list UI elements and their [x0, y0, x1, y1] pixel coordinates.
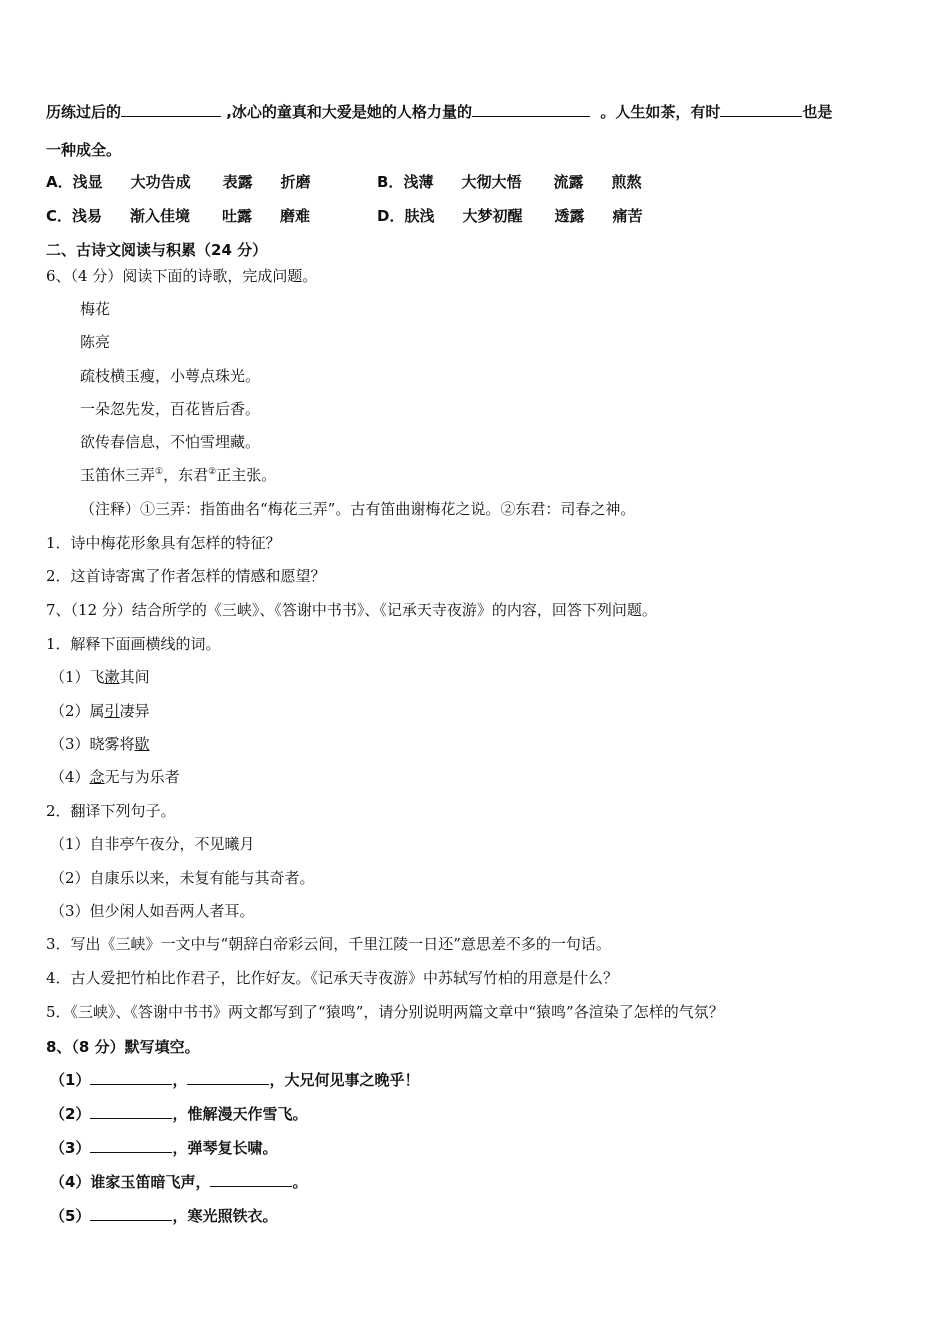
answer-blank[interactable]	[472, 102, 590, 117]
q6-stem: 6、（4 分）阅读下面的诗歌，完成问题。	[46, 267, 318, 285]
q7-translate-2: （2）自康乐以来，未复有能与其奇者。	[50, 869, 315, 887]
q8-item-2: （2） ，惟解漫天作雪飞。	[50, 1105, 308, 1123]
poem-note: （注释）①三弄：指笛曲名“梅花三弄”。古有笛曲谢梅花之说。②东君：司春之神。	[80, 500, 636, 518]
q5-stem-text: 也是	[802, 103, 833, 121]
answer-blank[interactable]	[720, 102, 802, 117]
q7-translate-3: （3）但少闲人如吾两人者耳。	[50, 902, 255, 920]
q5-stem-line2	[46, 140, 121, 160]
option-a[interactable]: A．浅显 大功告成 表露 折磨	[46, 173, 311, 191]
q6-question-2: 2．这首诗寄寓了作者怎样的情感和愿望？	[46, 567, 326, 585]
answer-blank[interactable]	[90, 1070, 172, 1085]
q8-item-1: （1） ， ，大兄何见事之晚乎！	[50, 1071, 420, 1089]
footnote-mark: ①	[155, 467, 164, 477]
q6-question-1: 1．诗中梅花形象具有怎样的特征？	[46, 534, 281, 552]
q8-stem: 8、（8 分）默写填空。	[46, 1038, 200, 1056]
q7-part-1: 1．解释下面画横线的词。	[46, 635, 221, 653]
option-b[interactable]: B．浅薄 大彻大悟 流露 煎熬	[377, 173, 642, 191]
q8-item-5: （5） ，寒光照铁衣。	[50, 1207, 278, 1225]
q5-stem-text: ,冰心的童真和大爱是她的人格力量的	[221, 103, 472, 121]
poem-line: 疏枝横玉瘦，小萼点珠光。	[80, 367, 261, 385]
answer-blank[interactable]	[187, 1070, 269, 1085]
q5-stem-line1	[46, 102, 832, 122]
answer-blank[interactable]	[90, 1138, 172, 1153]
q8-item-3: （3） ，弹琴复长啸。	[50, 1139, 278, 1157]
q5-option-row	[46, 172, 641, 192]
answer-blank[interactable]	[90, 1104, 172, 1119]
q7-part-3: 3．写出《三峡》一文中与“朝辞白帝彩云间，千里江陵一日还”意思差不多的一句话。	[46, 935, 611, 953]
poem-author: 陈亮	[80, 333, 111, 351]
q5-option-row	[46, 206, 642, 226]
q5-stem-text: 。人生如茶，有时	[600, 103, 721, 121]
poem-title: 梅花	[80, 300, 111, 318]
option-d[interactable]: D．肤浅 大梦初醒 透露 痛苦	[377, 207, 643, 225]
q7-word-4: （4）念无与为乐者	[50, 768, 180, 786]
answer-blank[interactable]	[121, 102, 221, 117]
poem-line: 玉笛休三弄①，东君②正主张。	[80, 466, 277, 484]
poem-line: 一朵忽先发，百花皆后香。	[80, 400, 261, 418]
q7-word-3: （3）晓雾将歇	[50, 735, 150, 753]
q7-part-2: 2．翻译下列句子。	[46, 802, 176, 820]
q7-translate-1: （1）自非亭午夜分，不见曦月	[50, 835, 255, 853]
answer-blank[interactable]	[90, 1206, 172, 1221]
q7-word-1: （1）飞漱其间	[50, 668, 150, 686]
answer-blank[interactable]	[210, 1172, 292, 1187]
q7-stem: 7、（12 分）结合所学的《三峡》、《答谢中书书》、《记承天寺夜游》的内容，回答下列问题。	[46, 601, 657, 619]
q7-word-2: （2）属引凄异	[50, 702, 150, 720]
option-c[interactable]: C．浅易 渐入佳境 吐露 磨难	[46, 207, 311, 225]
footnote-mark: ②	[208, 467, 217, 477]
q7-part-5: 5．《三峡》、《答谢中书书》两文都写到了“猿鸣”，请分别说明两篇文章中“猿鸣”各渲染了怎样的气氛？	[46, 1003, 724, 1021]
q7-part-4: 4．古人爱把竹柏比作君子，比作好友。《记承天寺夜游》中苏轼写竹柏的用意是什么？	[46, 969, 619, 987]
q5-stem-text: 历练过后的	[46, 103, 122, 121]
q5-stem-text: 一种成全。	[46, 141, 122, 159]
poem-line: 欲传春信息，不怕雪埋藏。	[80, 433, 261, 451]
section-title: 二、古诗文阅读与积累（24 分）	[46, 241, 268, 259]
q8-item-4: （4）谁家玉笛暗飞声， 。	[50, 1173, 308, 1191]
